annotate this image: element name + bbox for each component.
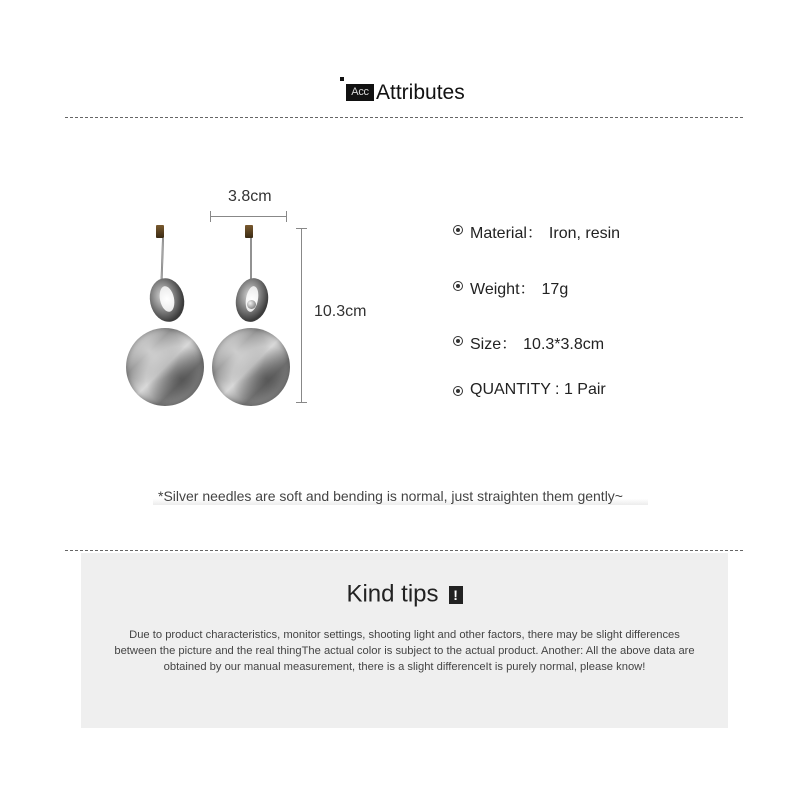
width-dimension-label: 3.8cm <box>228 188 272 205</box>
kind-tips-panel <box>81 553 728 728</box>
header-dot-decoration <box>340 77 344 81</box>
spec-value: Iron, resin <box>548 225 621 242</box>
header-tag: Acc <box>346 84 374 101</box>
earring-disc <box>212 328 290 406</box>
earring-wire <box>250 238 252 280</box>
height-dimension-tick <box>296 228 307 229</box>
section-title: Attributes <box>376 81 465 104</box>
spec-bullet-icon <box>453 336 463 346</box>
product-image <box>120 220 290 410</box>
divider-bottom <box>65 550 743 551</box>
spec-bullet-icon <box>453 225 463 235</box>
spec-bullet-icon <box>453 281 463 291</box>
spec-size <box>470 331 604 354</box>
spec-label: QUANTITY : 1 Pair <box>470 381 606 398</box>
height-dimension-line <box>301 228 302 403</box>
exclamation-icon: ! <box>449 586 463 604</box>
kind-tips-title: Kind tips <box>346 580 439 608</box>
divider-top <box>65 117 743 118</box>
height-dimension-label: 10.3cm <box>314 303 367 320</box>
spec-label: Material： <box>470 225 543 242</box>
spec-material <box>470 220 620 243</box>
kind-tips-body: Due to product characteristics, monitor settings, shooting light and other factors, there may be slight differences between the picture and the real thingThe actual color is subject to the actual product. Another: All the above data are obtained by our manual measurement, there is a slight differenceIt is purely normal, please know! <box>114 629 695 673</box>
spec-bullet-icon <box>453 386 463 396</box>
spec-quantity <box>470 381 606 399</box>
width-dimension-line <box>210 216 287 217</box>
spec-weight <box>470 276 568 299</box>
kind-tips-heading <box>81 580 728 609</box>
care-note: *Silver needles are soft and bending is normal, just straighten them gently~ <box>158 488 623 504</box>
earring-post <box>245 225 253 238</box>
height-dimension-tick <box>296 402 307 403</box>
earring-disc <box>126 328 204 406</box>
spec-label: Size： <box>470 336 518 353</box>
width-dimension-tick <box>286 211 287 222</box>
spec-value: 10.3*3.8cm <box>523 336 605 353</box>
earring-post <box>156 225 164 238</box>
spec-value: 17g <box>541 281 569 298</box>
width-dimension-tick <box>210 211 211 222</box>
spec-label: Weight： <box>470 281 536 298</box>
earring-bead <box>247 300 256 309</box>
